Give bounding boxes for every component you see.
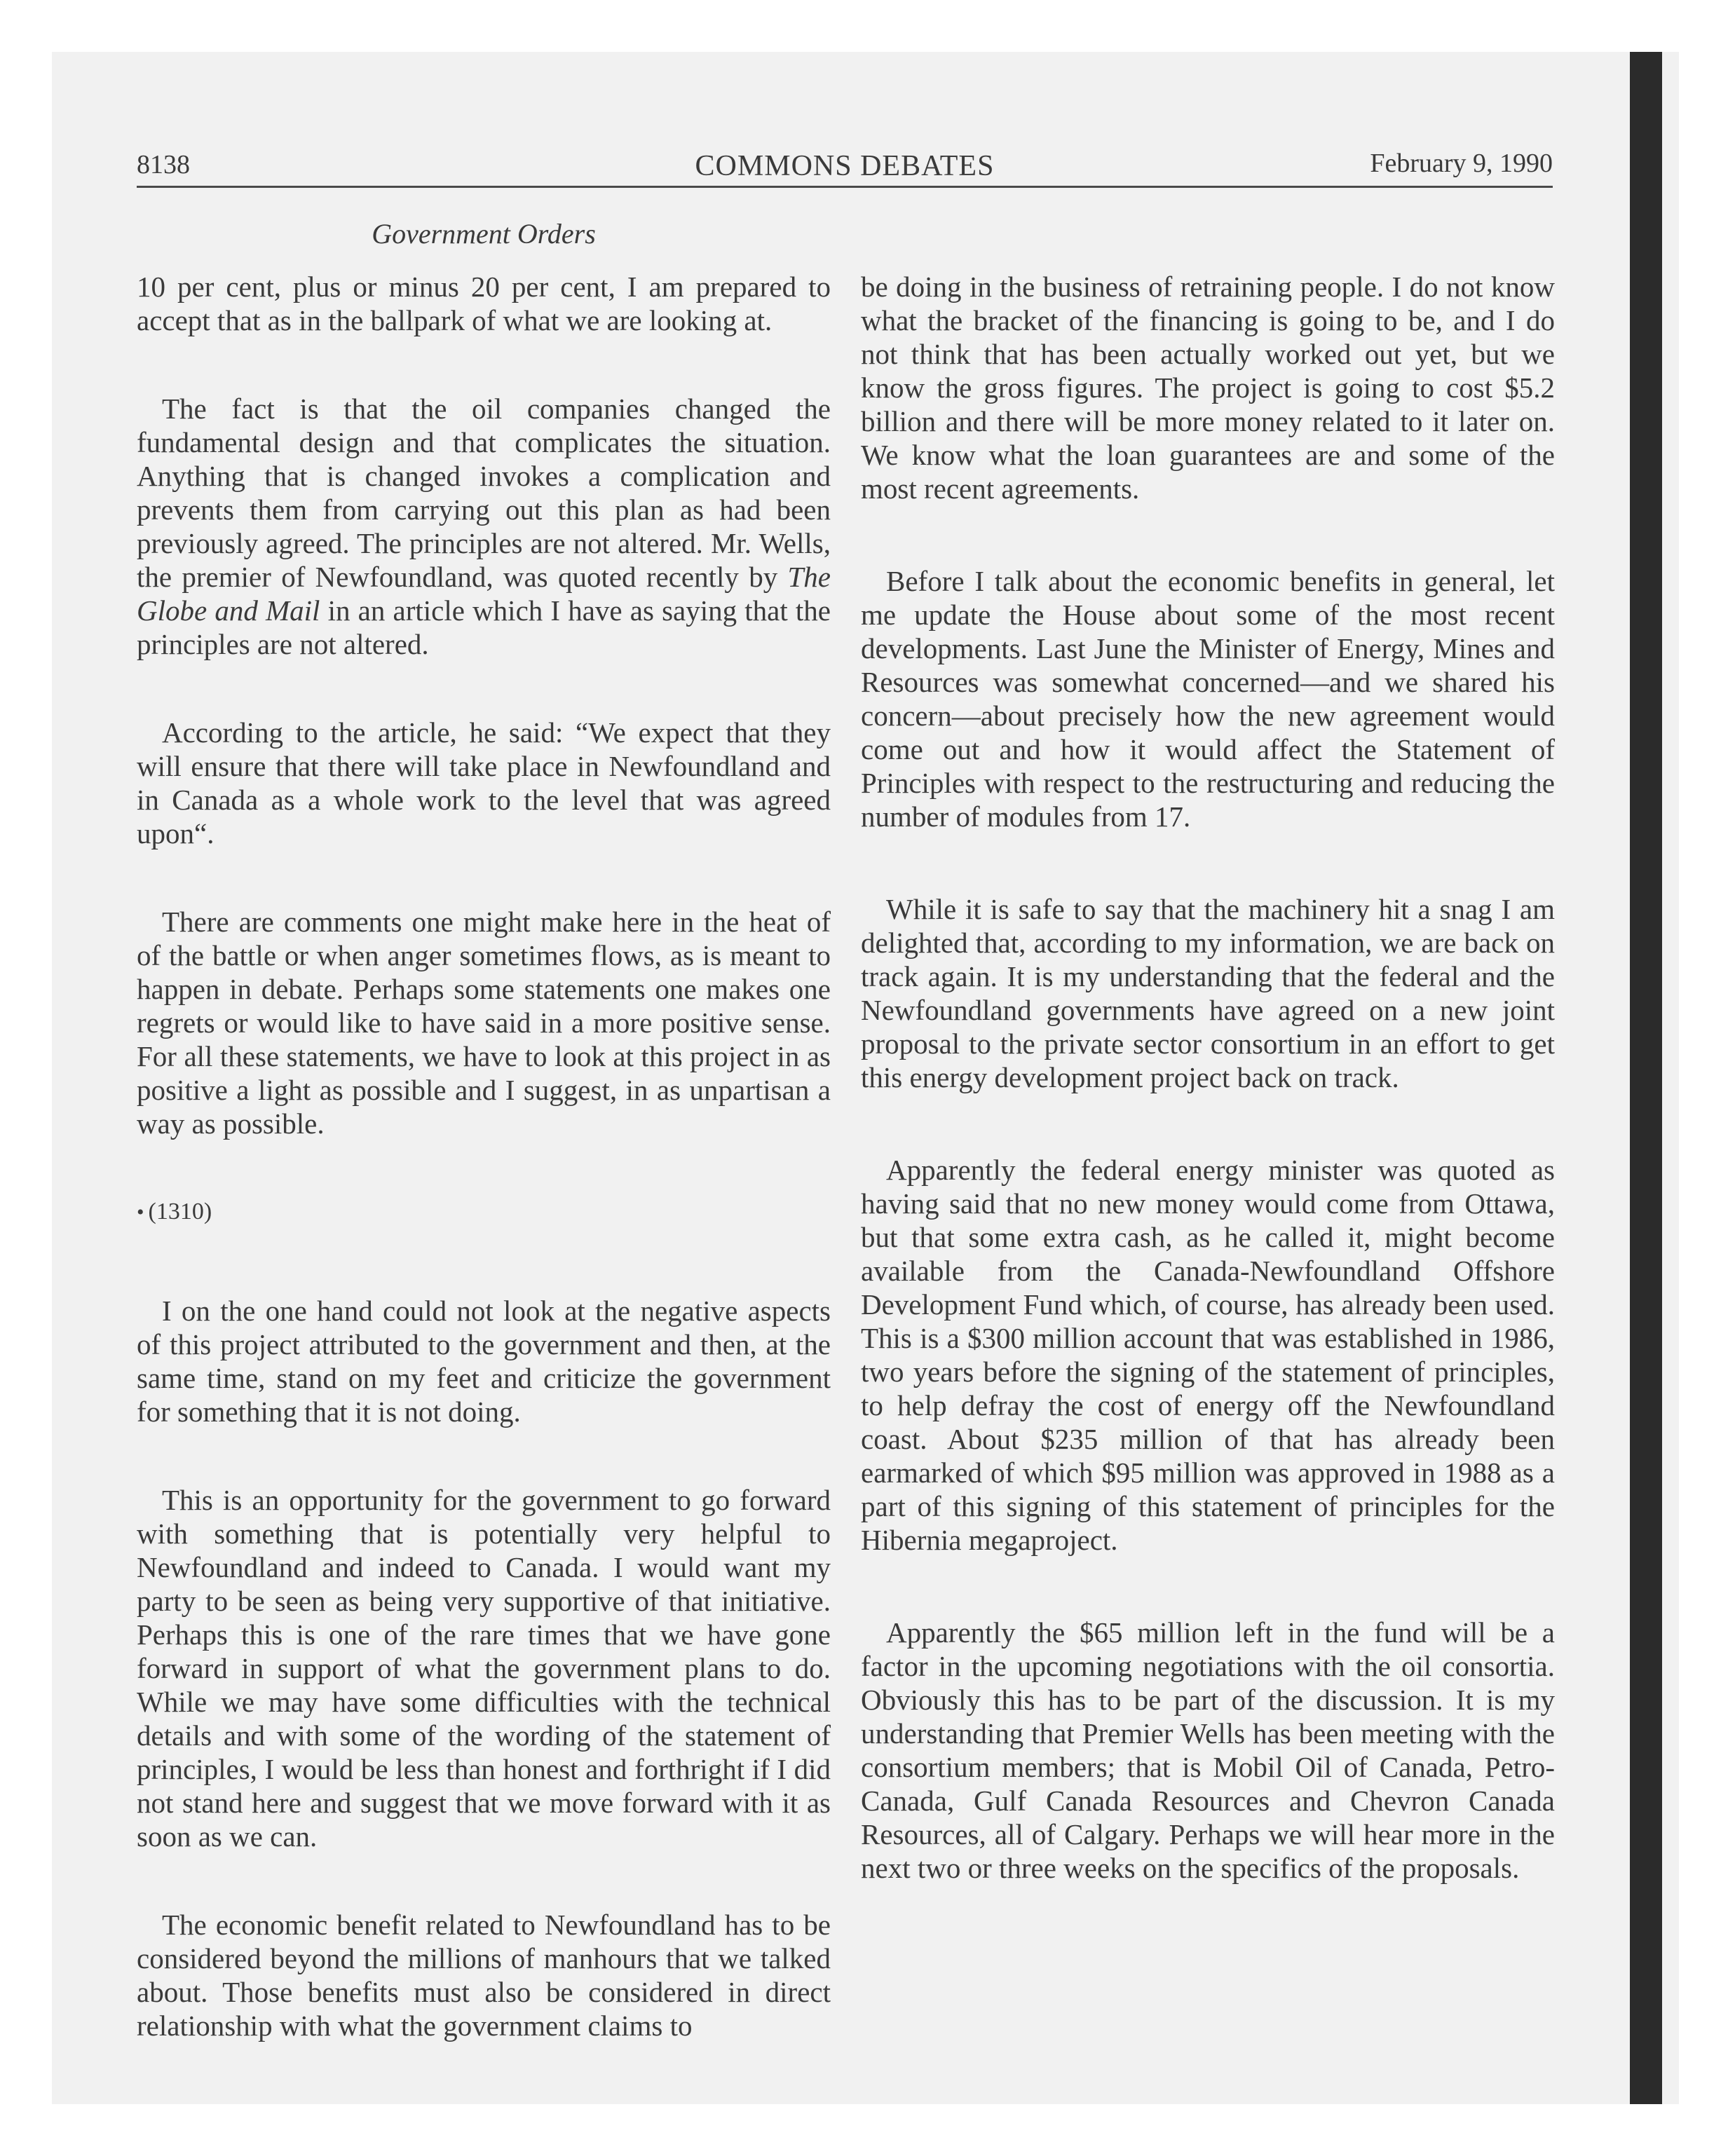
paragraph: be doing in the business of retraining people. I do not know what the bracket of the financing is going to be, and I do not think that has been actually worked out yet, but we know the gross figures. The project is going to cost $5.2 billion and there will be more money related to it later on. We know what the loan guarantees are and some of the most recent agreements. [861,271,1555,505]
paragraph: While it is safe to say that the machinery hit a snag I am delighted that, according to my information, we are back on track again. It is my understanding that the federal and the Newfoundland governments have agreed on a new joint proposal to the private sector consortium in an effort to get this energy development project back on track. [861,893,1555,1093]
time-marker [137,1195,831,1229]
paragraph: Before I talk about the economic benefits in general, let me update the House about some of the most recent developments. Last June the Minister of Energy, Mines and Resources was somewhat concerned—and we shared his concern—about precisely how the new agreement would come out and how it would affect the Statement of Principles with respect to the restructuring and reducing the number of modules from 17. [861,565,1555,833]
paragraph-text: in an article which I have as saying that the principles are not altered. [137,594,831,660]
journal-title: COMMONS DEBATES [695,150,995,182]
section-label: Government Orders [372,218,596,250]
paragraph: There are comments one might make here in the heat of of the battle or when anger sometimes flows, as is meant to happen in debate. Perhaps some statements one makes one regrets or would like to have said in a more positive sense. For all these statements, we have to look at this project in as positive a light as possible and I suggest, in as unpartisan a way as possible. [137,906,831,1140]
page-date: February 9, 1990 [1370,149,1553,178]
scan-binding-edge [1630,52,1662,2104]
right-column [861,270,1555,1944]
time-marker-text: (1310) [148,1199,212,1224]
left-column [137,270,831,2097]
paragraph: Apparently the federal energy minister was quoted as having said that no new money would come from Ottawa, but that some extra cash, as he called it, might become available from the Canada-Newfoundland Offshore Development Fund which, of course, has already been used. This is a $300 million account that was established in 1986, two years before the signing of the statement of principles, to help defray the cost of energy off the Newfoundland coast. About $235 million of that has already been earmarked of which $95 million was approved in 1988 as a part of this signing of this statement of principles for the Hibernia megaproject. [861,1154,1555,1556]
paragraph: I on the one hand could not look at the negative aspects of this project attributed to the government and then, at the same time, stand on my feet and criticize the government for something that it is not doing. [137,1295,831,1428]
paragraph: The economic benefit related to Newfoundland has to be considered beyond the millions of manhours that we talked about. Those benefits must also be considered in direct relationship with what the government claims to [137,1909,831,2042]
paragraph-text: The fact is that the oil companies changed the fundamental design and that complicates the situation. Anything that is changed invokes a complication and prevents them from carrying out this plan as had been previously agreed. The principles are not altered. Mr. Wells, the premier of Newfoundland, was quoted recently by [137,393,831,593]
running-header [137,144,1553,188]
newspaper-title: The Globe and Mail [137,561,831,627]
paragraph [137,392,831,661]
paragraph: Apparently the $65 million left in the fund will be a factor in the upcoming negotiations with the oil consortia. Obviously this has to be part of the discussion. It is my understanding that Premier Wells has been meeting with the consortium members; that is Mobil Oil of Canada, Petro-Canada, Gulf Canada Resources and Chevron Canada Resources, all of Calgary. Perhaps we will hear more in the next two or three weeks on the specifics of the proposals. [861,1616,1555,1884]
paragraph: 10 per cent, plus or minus 20 per cent, I am prepared to accept that as in the ballpark of what we are looking at. [137,271,831,336]
paragraph: According to the article, he said: “We expect that they will ensure that there will take place in Newfoundland and in Canada as a whole work to the level that was agreed upon“. [137,716,831,850]
page-number: 8138 [137,150,190,179]
paragraph: This is an opportunity for the government to go forward with something that is potentially very helpful to Newfoundland and indeed to Canada. I would want my party to be seen as being very supportive of that initiative. Perhaps this is one of the rare times that we have gone forward in support of what the government plans to do. While we may have some difficulties with the technical details and with some of the wording of the statement of principles, I would be less than honest and forthright if I did not stand here and suggest that we move forward with it as soon as we can. [137,1484,831,1853]
bullet-icon: • [137,1201,144,1224]
